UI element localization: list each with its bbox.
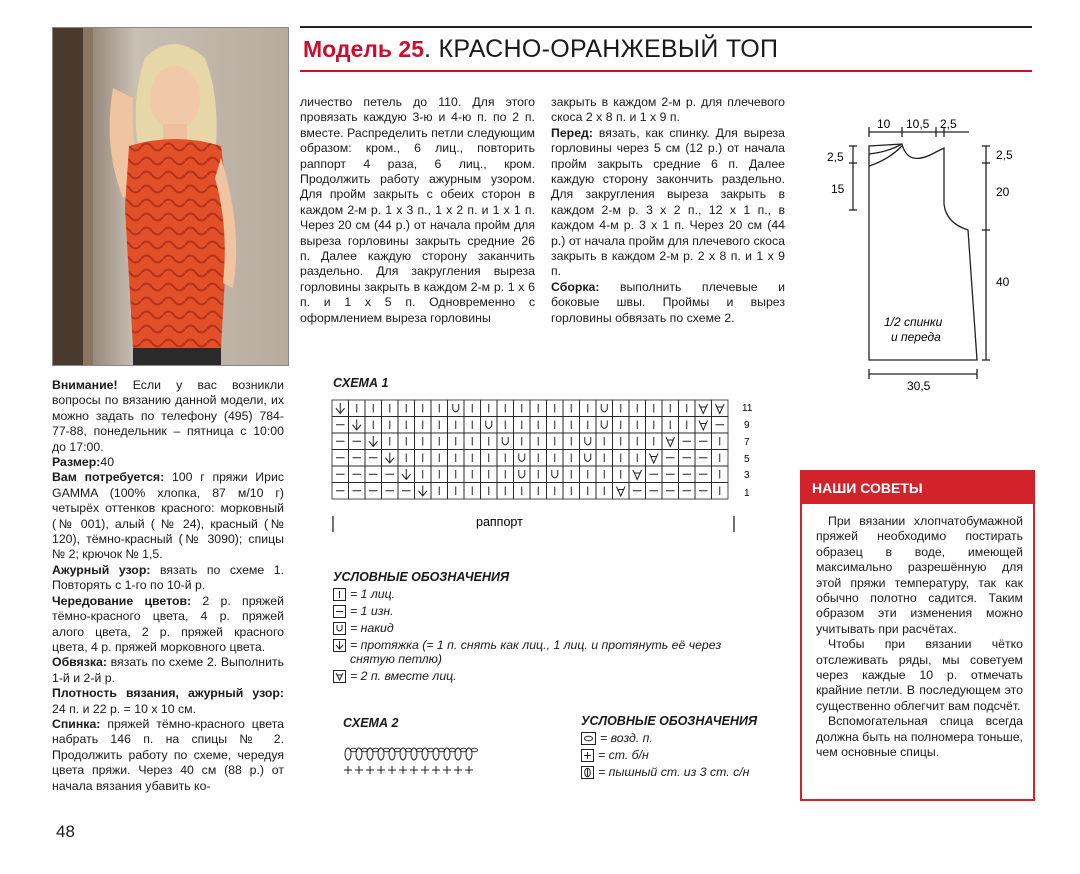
row-number: 7	[744, 437, 750, 448]
legend-ssk	[333, 638, 773, 666]
lace-text: вязать по схеме 1. Повторять с 1-го по 10-й р.	[52, 562, 285, 593]
colors-text: 2 р. пряжей тёмно-красного цвета, 4 р. пряжей алого цвета, 2 р. пряжей красного цвета, 4 р. пряжей морковного цвета.	[52, 593, 284, 654]
chart-cell	[596, 400, 613, 417]
legend-purl-text: = 1 изн.	[350, 604, 394, 618]
ssk-mark	[353, 420, 362, 431]
chain-mark	[461, 748, 467, 752]
advice-title: НАШИ СОВЕТЫ	[802, 472, 1033, 504]
legend-chain	[581, 731, 791, 745]
yarnover-mark	[486, 421, 492, 429]
chain-mark	[406, 748, 412, 752]
right-text-column	[551, 95, 785, 326]
legend-chain-text: = возд. п.	[600, 731, 653, 745]
legend-k2tog	[333, 669, 773, 683]
size-label: Размер:	[52, 455, 101, 470]
model-number: Модель 25	[303, 36, 425, 62]
legend-puff-text: = пышный ст. из 3 ст. с/н	[598, 765, 750, 779]
chain-mark	[351, 748, 357, 752]
advice-paragraph: Вспомогательная спица всегда должна быть на полномера тоньше, чем основные спицы.	[816, 714, 1023, 760]
lace-label: Ажурный узор:	[52, 562, 151, 577]
diagram-caption-2: и переда	[891, 330, 941, 344]
chain-mark	[362, 748, 368, 752]
legend2-title: УСЛОВНЫЕ ОБОЗНАЧЕНИЯ	[581, 714, 758, 728]
dim-top-1: 10	[877, 117, 891, 131]
materials-text: 100 г пряжи Ирис GAMMA (100% хлопка, 87 м/10 г) четырёх оттенков красного: морковный (№ 001), алый ( № 24), красный (№ 120), тёмно-красный (№ 3090); спицы № 2; крючок № 1,5.	[52, 470, 285, 562]
diagram-caption-1: 1/2 спинки	[884, 315, 943, 329]
colors-paragraph	[52, 594, 284, 656]
advice-paragraph: При вязании хлопчатобумажной пряжей необходимо постирать образец в воде, имеющей максимально разрешённую для этой пряжи температуру, так как обычно полотно садится. Таким образом эти изменения можно учитывать при расчётах.	[816, 514, 1023, 636]
yarnover-mark	[519, 470, 525, 478]
chart-cell	[596, 417, 613, 434]
ssk-mark	[402, 469, 411, 480]
dim-right-2: 20	[996, 185, 1010, 199]
purl-symbol-icon	[333, 605, 346, 618]
front-text: вязать, как спинку. Для выреза горловины через 5 см (12 р.) от начала пройм закрыть средние 6 п. Далее каждую сторону закончить раздельно. Для закругления выреза закрыть в каждом 2-м р. 3 х 2 п., 12 х 1 п., в каждом 4-м р. 3 х 1 п. Через 20 см (44 р.) от начала пройм для плечевого скоса закрыть в каждом 2-м р. 2 х 8 п. и 1 х 9 п.	[551, 125, 785, 279]
legend-knit-text: = 1 лиц.	[350, 587, 396, 601]
schema1-title: СХЕМА 1	[333, 376, 389, 390]
left-text-column	[52, 378, 284, 794]
legend-sc-text: = ст. б/н	[598, 748, 649, 762]
colors-label: Чередование цветов:	[52, 593, 192, 608]
yarnover-symbol-icon	[333, 622, 346, 635]
dim-left-2: 15	[831, 182, 845, 196]
model-photo	[52, 27, 289, 366]
row-number: 5	[744, 454, 750, 465]
chart-cell	[497, 433, 514, 450]
chain-mark	[395, 748, 401, 752]
assembly-label: Сборка:	[551, 279, 600, 294]
k2tog-mark	[699, 404, 708, 414]
legend-ssk-text: = протяжка (= 1 п. снять как лиц., 1 лиц. и протянуть её через снятую петлю)	[350, 638, 722, 666]
chain-mark	[373, 748, 379, 752]
assembly-text: выполнить плечевые и боковые швы. Проймы и вырез горловины обвязать по схеме 2.	[551, 279, 785, 325]
materials-label: Вам потребуется:	[52, 470, 165, 485]
chart-cell	[580, 450, 597, 467]
legend-yarnover-text: = накид	[350, 621, 394, 635]
density-label: Плотность вязания, ажурный узор:	[52, 686, 284, 701]
ssk-mark	[369, 436, 378, 447]
yarnover-mark	[552, 470, 558, 478]
chart-cell	[547, 466, 564, 483]
chart-cell	[514, 466, 531, 483]
chain-mark	[428, 748, 434, 752]
legend1-title: УСЛОВНЫЕ ОБОЗНАЧЕНИЯ	[333, 570, 510, 584]
chain-mark	[472, 748, 478, 752]
dim-left-1: 2,5	[827, 150, 844, 164]
schema2-chart	[340, 742, 480, 782]
sc-symbol-icon	[581, 749, 594, 762]
chain-mark	[439, 748, 445, 752]
dim-right-1: 2,5	[996, 148, 1013, 162]
row-number: 1	[744, 488, 750, 499]
density-text: 24 п. и 22 р. = 10 х 10 см.	[52, 701, 197, 716]
front-label: Перед:	[551, 125, 593, 140]
legend-sc	[581, 748, 791, 762]
front-paragraph	[551, 126, 785, 280]
row-number: 3	[744, 470, 750, 481]
yarnover-mark	[502, 437, 508, 445]
chain-symbol-icon	[581, 732, 596, 745]
chain-mark	[384, 748, 390, 752]
dim-top-2: 10,5	[906, 117, 930, 131]
advice-body	[802, 504, 1033, 761]
schema1-chart	[330, 398, 760, 533]
legend-purl	[333, 604, 773, 618]
legend-puff	[581, 765, 791, 779]
k2tog-mark	[666, 437, 675, 447]
puff-symbol-icon	[581, 766, 594, 779]
chart-cell	[448, 400, 465, 417]
yarnover-mark	[519, 454, 525, 462]
size-value: 40	[100, 455, 115, 470]
k2tog-symbol-icon	[333, 670, 346, 683]
knit-symbol-icon	[333, 588, 346, 601]
size-paragraph	[52, 455, 284, 470]
chart-cell	[514, 450, 531, 467]
chain-mark	[450, 748, 456, 752]
chain-mark	[417, 748, 423, 752]
advice-box	[800, 470, 1035, 801]
k2tog-mark	[633, 470, 642, 480]
k2tog-mark	[699, 421, 708, 431]
ssk-mark	[419, 486, 428, 497]
row-number: 9	[744, 420, 750, 431]
schema2-title: СХЕМА 2	[343, 716, 399, 730]
ssk-mark	[336, 403, 345, 414]
attention-text: Если у вас возникли вопросы по вязанию данной модели, их можно задать по телефону (495) 784-77-88, понедельник – пятница с 10:00 до 17:00.	[52, 378, 284, 454]
k2tog-mark	[716, 404, 725, 414]
chart-cell	[580, 433, 597, 450]
title-bar	[300, 26, 1032, 72]
dim-right-3: 40	[996, 275, 1010, 289]
legend-knit	[333, 587, 773, 601]
yarnover-mark	[601, 404, 607, 412]
middle-text: личество петель до 110. Для этого провязать каждую 3-ю и 4-ю п. по 2 п. вместе. Распределить петли следующим образом: кром., 6 лиц., повторить раппорт 4 раза, 6 лиц., кром. Продолжить работу ажурным узором. Для пройм закрыть с обеих сторон в каждом 2-м р. 1 х 3 п., 1 х 2 п. и 1 х 1 п. Через 20 см (44 р.) от начала пройм для выреза горловины закрыть средние 26 п. Далее каждую сторону заканчить раздельно. Для закругления выреза горловины закрыть в каждом 2-м р. 1 х 6 п. и 1 х 5 п. Одновременно с оформлением выреза горловины	[300, 95, 535, 325]
middle-text-column	[300, 95, 535, 326]
attention-paragraph	[52, 378, 284, 455]
dim-bottom: 30,5	[907, 379, 931, 393]
page-number: 48	[56, 822, 75, 841]
ssk-mark	[386, 453, 395, 464]
legend2	[581, 714, 791, 782]
back-label: Спинка:	[52, 716, 101, 731]
row-number: 11	[742, 403, 753, 414]
model-name: . КРАСНО-ОРАНЖЕВЫЙ ТОП	[424, 35, 779, 63]
binding-text: вязать по схеме 2. Выполнить 1-й и 2-й р.	[52, 655, 284, 685]
yarnover-mark	[453, 404, 459, 412]
binding-label: Обвязка:	[52, 655, 107, 670]
yarnover-mark	[585, 454, 591, 462]
lace-paragraph	[52, 563, 284, 594]
legend-k2tog-text: = 2 п. вместе лиц.	[350, 669, 457, 683]
back-text: пряжей тёмно-красного цвета набрать 146 п. на спицы № 2. Продолжить работу по схеме, чередуя цвета пряжи. Через 40 см (88 р.) от начала вязания убавить ко-	[52, 716, 284, 793]
right-text-intro: закрыть в каждом 2-м р. для плечевого скоса 2 х 8 п. и 1 х 9 п.	[551, 95, 785, 125]
dim-top-3: 2,5	[940, 117, 957, 131]
ssk-symbol-icon	[333, 639, 346, 652]
materials-paragraph	[52, 470, 284, 562]
density-paragraph	[52, 686, 284, 717]
page-title	[303, 35, 778, 64]
back-paragraph	[52, 717, 284, 794]
k2tog-mark	[617, 487, 626, 497]
advice-paragraph: Чтобы при вязании чётко отслеживать ряды, мы советуем через каждые 10 р. отмечать крайние петли. В последующем это существенно облегчит вам подсчёт.	[816, 637, 1023, 713]
legend-yarnover	[333, 621, 773, 635]
garment-pattern-diagram	[800, 108, 1040, 398]
yarnover-mark	[585, 437, 591, 445]
yarnover-mark	[601, 421, 607, 429]
assembly-paragraph	[551, 280, 785, 326]
legend1	[333, 570, 773, 686]
attention-label: Внимание!	[52, 378, 118, 392]
chart-cell	[481, 417, 498, 434]
k2tog-mark	[650, 454, 659, 464]
binding-paragraph	[52, 655, 284, 686]
rapport-label: раппорт	[476, 515, 523, 529]
